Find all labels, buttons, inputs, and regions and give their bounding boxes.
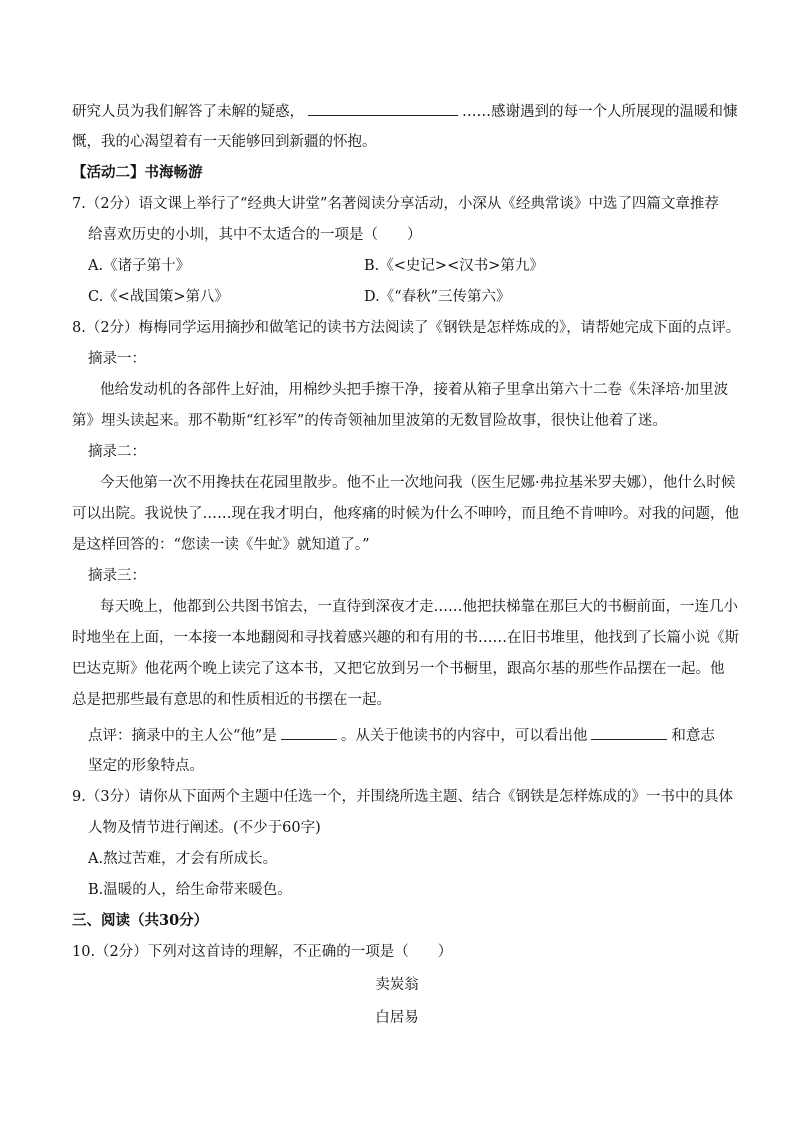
question-9-stem: 9.（3分）请你从下面两个主题中任选一个，并围绕所选主题、结合《钢铁是怎样炼成的》一书中的具体 — [72, 789, 734, 805]
excerpt-2-line: 可以出院。我说快了……现在我才明白，他疼痛的时候为什么不呻吟，而且绝不肯呻吟。对我的问题，他 — [72, 506, 739, 522]
section-heading-reading: 三、阅读（共30分） — [72, 912, 209, 929]
question-7-stem-cont: 给喜欢历史的小圳，其中不太适合的一项是（ ） — [88, 227, 422, 243]
excerpt-1-line: 第》埋头读起来。那不勒斯“红衫军”的传奇领袖加里波第的无数冒险故事，很快让他着了迷。 — [72, 413, 667, 429]
poem-title: 卖炭翁 — [375, 977, 419, 993]
answer-blank[interactable] — [308, 101, 458, 116]
question-7-stem: 7.（2分）语文课上举行了“经典大讲堂”名著阅读分享活动，小深从《经典常谈》中选了四篇文章推荐 — [72, 196, 719, 212]
text-segment: 和意志 — [671, 728, 715, 744]
paragraph-line: 慨，我的心渴望着有一天能够回到新疆的怀抱。 — [72, 134, 377, 150]
question-9-option-a[interactable]: A.熬过苦难，才会有所成长。 — [88, 851, 278, 867]
poem-author: 白居易 — [375, 1010, 419, 1026]
question-9-stem-cont: 人物及情节进行阐述。(不少于60字) — [88, 820, 321, 836]
question-7-option-b[interactable]: B.《<史记><汉书>第九》 — [364, 258, 544, 274]
excerpt-3-line: 每天晚上，他都到公共图书馆去，一直待到深夜才走……他把扶梯靠在那巨大的书橱前面，一连几小 — [100, 599, 738, 615]
text-segment: 点评：摘录中的主人公“他”是 — [88, 728, 277, 744]
excerpt-2-line: 是这样回答的：“您读一读《牛虻》就知道了。” — [72, 537, 370, 553]
excerpt-3-line: 巴达克斯》他花两个晚上读完了这本书，又把它放到另一个书橱里，跟高尔基的那些作品摆在一起。他 — [72, 661, 725, 677]
question-9-option-b[interactable]: B.温暖的人，给生命带来暖色。 — [88, 882, 292, 898]
question-7-option-a[interactable]: A.《诸子第十》 — [88, 258, 191, 274]
paragraph-line — [72, 101, 738, 122]
question-8-stem: 8.（2分）梅梅同学运用摘抄和做笔记的读书方法阅读了《钢铁是怎样炼成的》，请帮她完成下面的点评。 — [72, 320, 741, 336]
excerpt-3-line: 总是把那些最有意思的和性质相近的书摆在一起。 — [72, 692, 391, 708]
excerpt-2-line: 今天他第一次不用搀扶在花园里散步。他不止一次地问我（医生尼娜·弗拉基米罗夫娜），他什么时候 — [100, 475, 736, 491]
text-segment: 。从关于他读书的内容中，可以看出他 — [340, 728, 588, 744]
answer-blank-protagonist[interactable] — [281, 725, 337, 740]
answer-blank-trait[interactable] — [591, 725, 667, 740]
excerpt-3-line: 时地坐在上面，一本接一本地翻阅和寻找着感兴趣的和有用的书……在旧书堆里，他找到了长篇小说《斯 — [72, 630, 739, 646]
question-8-comment-cont: 坚定的形象特点。 — [88, 758, 204, 774]
excerpt-3-title: 摘录三： — [88, 568, 146, 584]
section-heading-activity-2: 【活动二】书海畅游 — [72, 164, 203, 181]
text-segment: ……感谢遇到的每一个人所展现的温暖和慷 — [462, 104, 738, 120]
excerpt-1-title: 摘录一： — [88, 351, 146, 367]
question-10-stem: 10.（2分）下列对这首诗的理解，不正确的一项是（ ） — [72, 944, 453, 960]
excerpt-1-line: 他给发动机的各部件上好油，用棉纱头把手擦干净，接着从箱子里拿出第六十二卷《朱泽培·加里波 — [100, 382, 729, 398]
text-segment: 研究人员为我们解答了未解的疑惑， — [72, 104, 304, 120]
excerpt-2-title: 摘录二： — [88, 444, 146, 460]
question-8-comment — [88, 725, 715, 746]
question-7-option-c[interactable]: C.《<战国策>第八》 — [88, 289, 229, 305]
question-7-option-d[interactable]: D.《“春秋”三传第六》 — [364, 289, 511, 305]
